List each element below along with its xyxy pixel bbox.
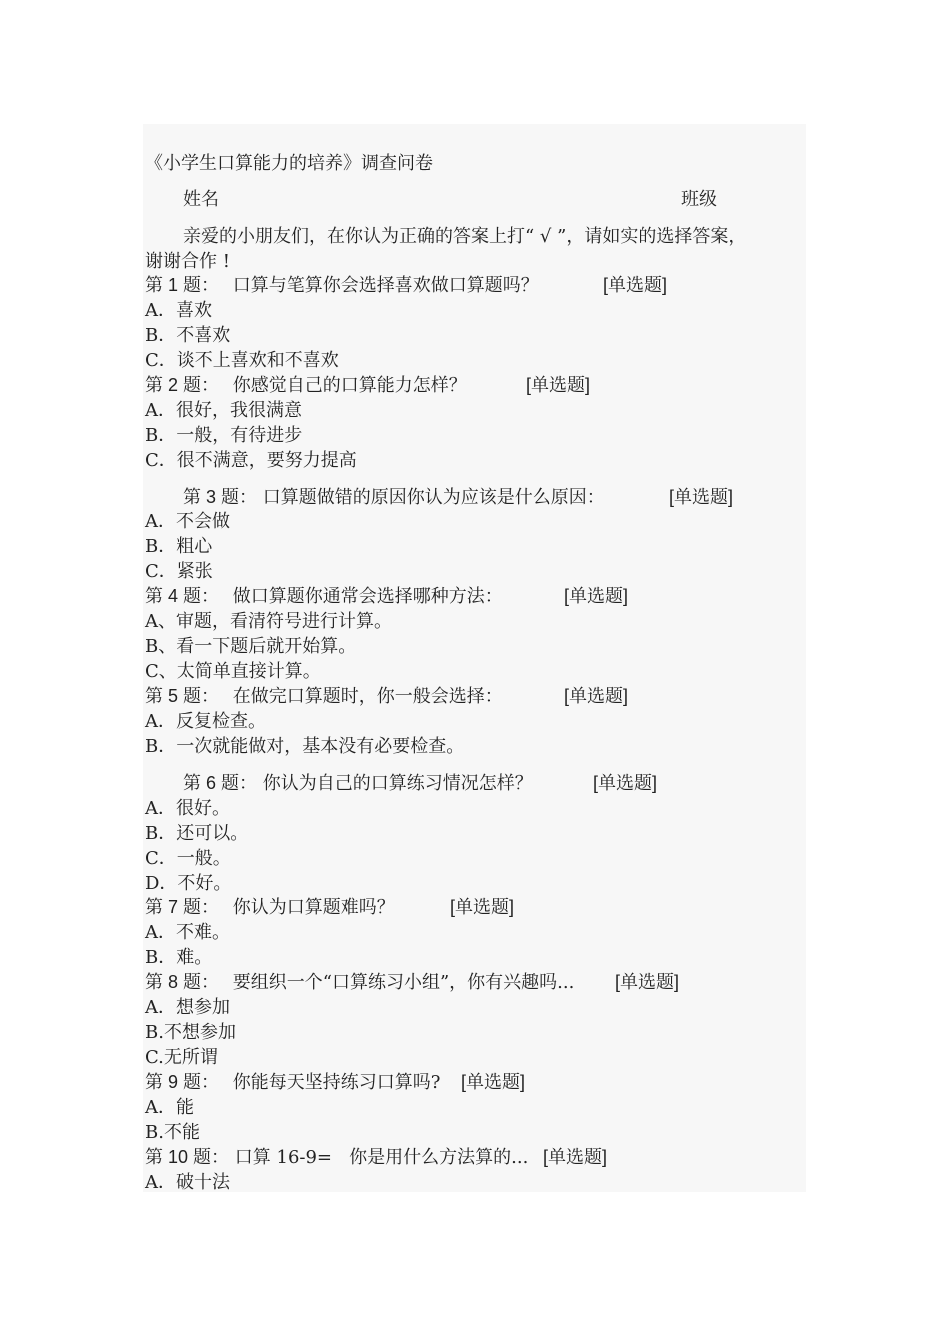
option[interactable]: C．一般。	[145, 848, 231, 869]
option[interactable]: B．一次就能做对，基本没有必要检查。	[145, 736, 465, 757]
option[interactable]: B、看一下题后就开始算。	[145, 636, 357, 657]
option[interactable]: C．紧张	[145, 561, 213, 582]
question-text: 你感觉自己的口算能力怎样？	[232, 375, 467, 396]
survey-document	[143, 124, 806, 1192]
question-text: 你能每天坚持练习口算吗?	[232, 1072, 441, 1093]
question-10	[145, 1145, 802, 1170]
question-1	[145, 273, 802, 298]
single-choice-tag: [单选题]	[669, 487, 734, 507]
single-choice-tag: [单选题]	[603, 275, 668, 295]
question-text: 口算与笔算你会选择喜欢做口算题吗？	[232, 275, 539, 296]
option[interactable]: C．很不满意，要努力提高	[145, 450, 357, 471]
question-number: 第 7 题：	[145, 897, 220, 917]
single-choice-tag: [单选题]	[564, 686, 629, 706]
question-number: 第 4 题：	[145, 586, 220, 606]
question-text: 要组织一个“口算练习小组”，你有兴趣吗...	[232, 972, 575, 993]
question-8	[145, 970, 802, 995]
option[interactable]: A．破十法	[145, 1172, 230, 1193]
question-number: 第 9 题：	[145, 1072, 220, 1092]
option[interactable]: B．粗心	[145, 536, 213, 557]
question-2	[145, 373, 802, 398]
question-text: 口算题做错的原因你认为应该是什么原因：	[262, 487, 605, 508]
question-number: 第 1 题：	[145, 275, 220, 295]
question-text: 你认为口算题难吗？	[232, 897, 395, 918]
single-choice-tag: [单选题]	[564, 586, 629, 606]
question-6	[183, 771, 802, 796]
option[interactable]: B．一般，有待进步	[145, 425, 303, 446]
option[interactable]: B．难。	[145, 947, 213, 968]
option[interactable]: D．不好。	[145, 873, 232, 894]
option[interactable]: B．不喜欢	[145, 325, 231, 346]
option[interactable]: A．反复检查。	[145, 711, 266, 732]
class-field-label: 班级	[681, 189, 717, 210]
question-number: 第 10 题：	[145, 1147, 230, 1167]
option[interactable]: C、太简单直接计算。	[145, 661, 321, 682]
question-text: 做口算题你通常会选择哪种方法：	[232, 586, 503, 607]
question-5	[145, 684, 802, 709]
single-choice-tag: [单选题]	[526, 375, 591, 395]
question-3	[183, 485, 802, 510]
name-field-label: 姓名	[183, 189, 219, 210]
option[interactable]: A．很好，我很满意	[145, 400, 302, 421]
single-choice-tag: [单选题]	[593, 773, 658, 793]
option[interactable]: A．不会做	[145, 511, 230, 532]
intro-text-cont: 谢谢合作 !	[145, 251, 230, 272]
option[interactable]: A．想参加	[145, 997, 230, 1018]
question-text: 你认为自己的口算练习情况怎样？	[262, 773, 533, 794]
option[interactable]: A．喜欢	[145, 300, 212, 321]
single-choice-tag: [单选题]	[615, 972, 680, 992]
single-choice-tag: [单选题]	[450, 897, 515, 917]
question-4	[145, 584, 802, 609]
document-title: 《小学生口算能力的培养》调查问卷	[145, 153, 433, 174]
question-text: 在做完口算题时，你一般会选择：	[232, 686, 503, 707]
option[interactable]: A、审题，看清符号进行计算。	[145, 611, 392, 632]
question-number: 第 5 题：	[145, 686, 220, 706]
intro-text: 亲爱的小朋友们，在你认为正确的答案上打“ √ ”，请如实的选择答案，	[183, 226, 747, 247]
option[interactable]: A．能	[145, 1097, 194, 1118]
option[interactable]: A．不难。	[145, 922, 230, 943]
option[interactable]: C.无所谓	[145, 1047, 218, 1068]
single-choice-tag: [单选题]	[543, 1147, 608, 1167]
question-text: 口算 16-9= 你是用什么方法算的...	[234, 1147, 529, 1168]
option[interactable]: A．很好。	[145, 798, 230, 819]
question-number: 第 3 题：	[183, 487, 258, 507]
question-9	[145, 1070, 802, 1095]
option[interactable]: B.不能	[145, 1122, 200, 1143]
single-choice-tag: [单选题]	[461, 1072, 526, 1092]
question-number: 第 8 题：	[145, 972, 220, 992]
question-number: 第 2 题：	[145, 375, 220, 395]
option[interactable]: B.不想参加	[145, 1022, 236, 1043]
question-7	[145, 895, 802, 920]
question-number: 第 6 题：	[183, 773, 258, 793]
option[interactable]: C．谈不上喜欢和不喜欢	[145, 350, 339, 371]
option[interactable]: B．还可以。	[145, 823, 249, 844]
